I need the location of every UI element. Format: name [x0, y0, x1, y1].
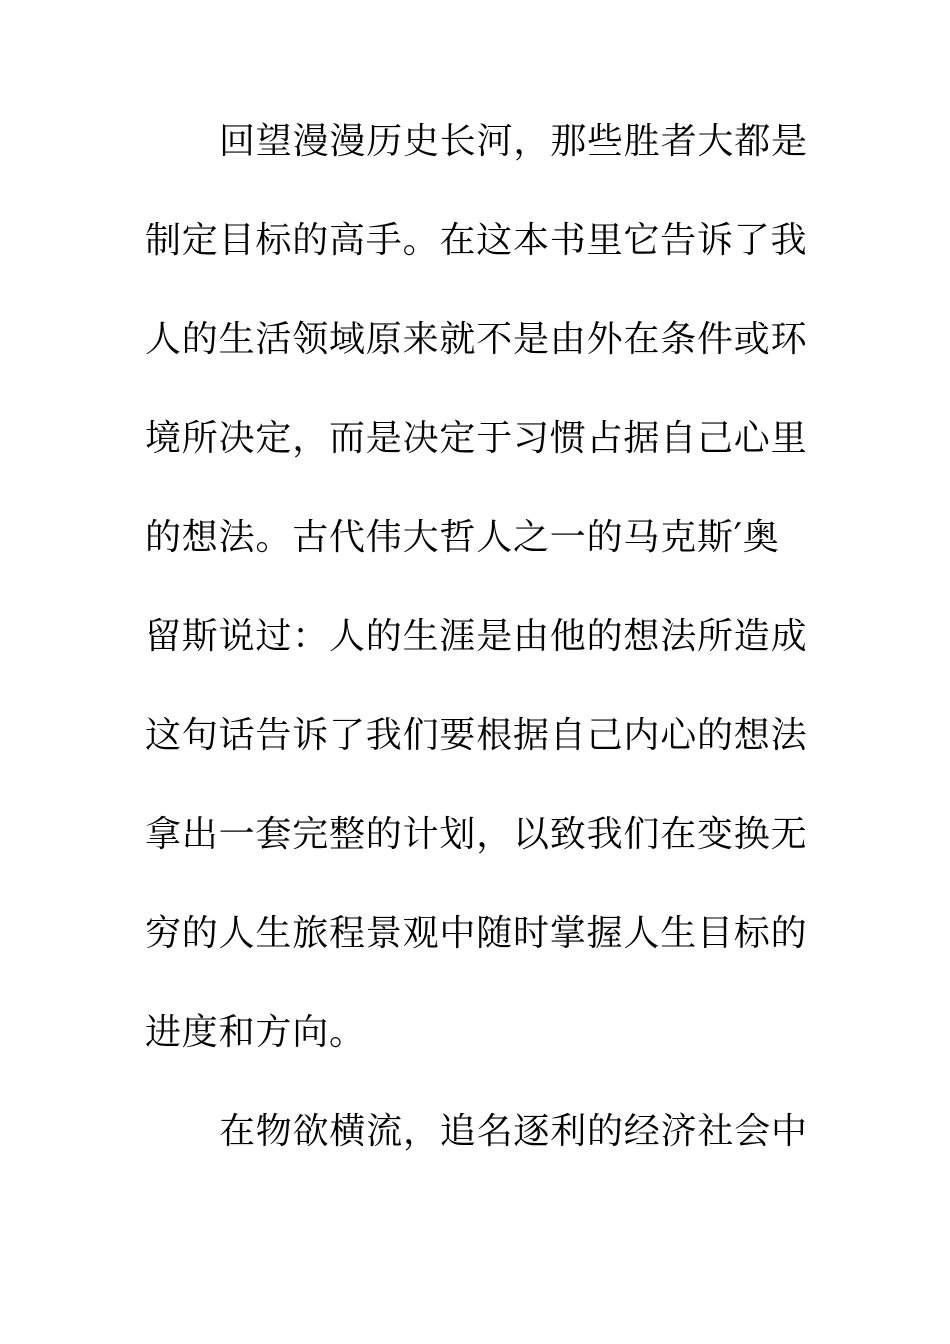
paragraph-1-line-4: 境所决定，而是决定于习惯占据自己心里	[145, 418, 808, 459]
paragraph-1-line-6: 留斯说过：人的生涯是由他的想法所造成	[145, 616, 808, 657]
paragraph-1-line-7: 这句话告诉了我们要根据自己内心的想法	[145, 715, 808, 756]
paragraph-1-line-2: 制定目标的高手。在这本书里它告诉了我	[145, 220, 808, 261]
paragraph-2-line-1: 在物欲横流，追名逐利的经济社会中	[219, 1111, 808, 1152]
paragraph-1-line-1: 回望漫漫历史长河，那些胜者大都是	[219, 121, 808, 162]
body-text	[145, 121, 810, 1213]
paragraph-1-line-5: 的想法。古代伟大哲人之一的马克斯′奥	[145, 517, 780, 558]
paragraph-1-line-3: 人的生活领域原来就不是由外在条件或环	[145, 319, 808, 360]
paragraph-1-line-10: 进度和方向。	[145, 1012, 366, 1053]
paragraph-1-line-8: 拿出一套完整的计划，以致我们在变换无	[145, 814, 808, 855]
paragraph-1-line-9: 穷的人生旅程景观中随时掌握人生目标的	[145, 913, 808, 954]
